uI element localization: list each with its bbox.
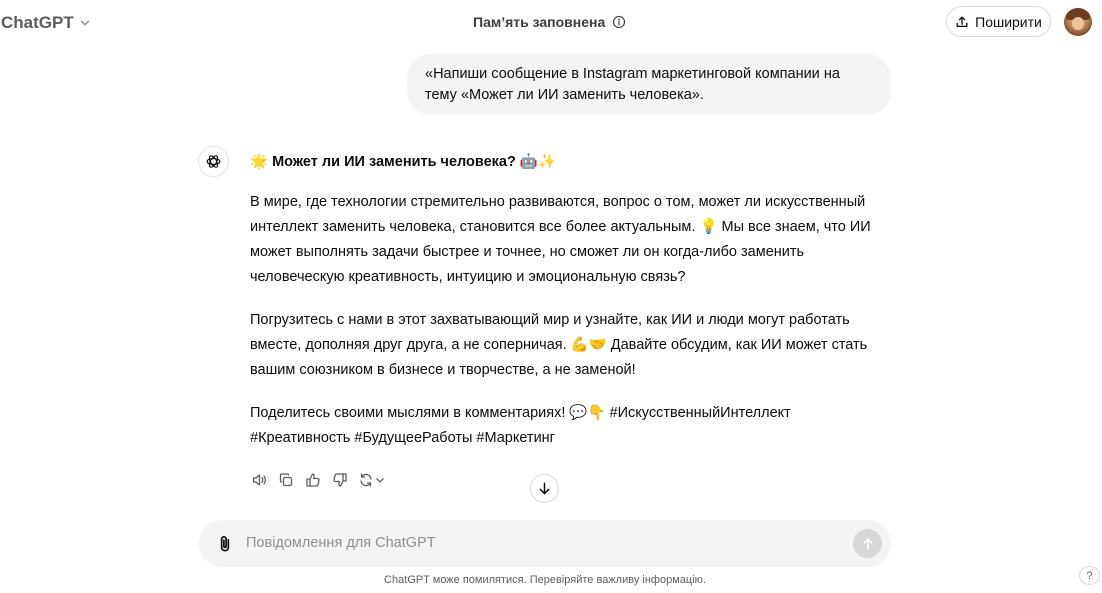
thumbs-up-icon (305, 472, 321, 488)
assistant-paragraph: В мире, где технологии стремительно развиваются, вопрос о том, может ли искусственный интеллект заменить человека, становится все более актуальным. 💡 Мы все знаем, что ИИ может выполнять задачи быстрее и точнее, но сможет ли он когда-либо заменить человеческую креативность, интуицию и эмоциональную связь? (250, 194, 871, 285)
copy-icon (278, 472, 294, 488)
scroll-to-bottom-button[interactable] (530, 474, 559, 503)
chevron-down-icon (78, 16, 92, 30)
send-button[interactable] (853, 529, 882, 558)
message-input[interactable] (246, 532, 836, 554)
like-button[interactable] (304, 471, 322, 489)
help-button[interactable]: ? (1079, 566, 1100, 585)
memory-status[interactable] (473, 13, 626, 31)
user-message: «Напиши сообщение в Instagram маркетинговой компании на тему «Может ли ИИ заменить человека». (407, 54, 891, 115)
share-button[interactable] (946, 6, 1051, 37)
refresh-icon (358, 472, 374, 488)
assistant-message-title: 🌟 Может ли ИИ заменить человека? 🤖✨ (250, 154, 556, 170)
avatar-face (1072, 17, 1084, 30)
message-actions (250, 470, 388, 490)
read-aloud-button[interactable] (250, 471, 268, 489)
attach-button[interactable] (215, 533, 235, 555)
speaker-icon (251, 472, 267, 488)
disclaimer: ChatGPT може помилятися. Перевіряйте важливу інформацію. (384, 574, 706, 586)
regenerate-button[interactable] (358, 472, 388, 488)
share-button-label: Поширити (975, 13, 1042, 30)
info-icon (612, 15, 626, 29)
arrow-up-icon (861, 537, 875, 551)
user-avatar[interactable] (1064, 8, 1092, 36)
brand-title: ChatGPT (1, 13, 74, 32)
chevron-down-icon (375, 475, 385, 485)
dislike-button[interactable] (331, 471, 349, 489)
arrow-down-icon (537, 481, 552, 496)
assistant-paragraph: Погрузитесь с нами в этот захватывающий мир и узнайте, как ИИ и люди могут работать вместе, дополняя друг друга, а не соперничая. 💪🤝 Давайте обсудим, как ИИ может стать вашим союзником в бизнесе и творчестве, а не заменой! (250, 312, 868, 378)
openai-logo-icon (205, 153, 222, 170)
assistant-message (250, 151, 895, 469)
upload-icon (955, 15, 969, 29)
memory-status-label: Пам’ять заповнена (473, 14, 606, 30)
model-switcher[interactable] (1, 12, 92, 34)
thumbs-down-icon (332, 472, 348, 488)
assistant-avatar (198, 146, 229, 177)
paperclip-icon (216, 534, 234, 554)
assistant-paragraph: Поделитесь своими мыслями в комментариях! 💬👇 #ИскусственныйИнтеллект #Креативность #БудущееРаботы #Маркетинг (250, 405, 791, 446)
copy-button[interactable] (277, 471, 295, 489)
